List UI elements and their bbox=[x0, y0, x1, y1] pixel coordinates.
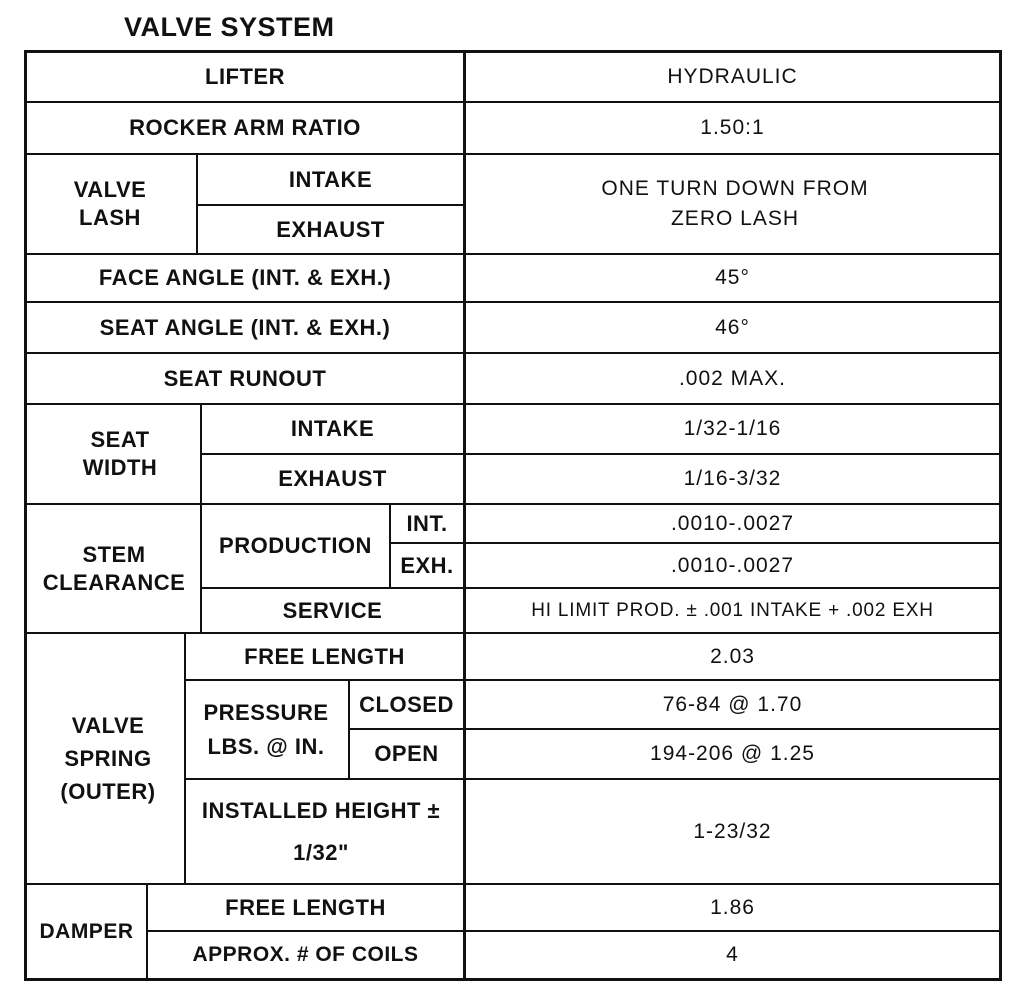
damper-label: DAMPER bbox=[39, 919, 134, 943]
valve-lash-label: VALVE LASH bbox=[73, 177, 147, 230]
stem-service-value: HI LIMIT PROD. ± .001 INTAKE + .002 EXH bbox=[531, 599, 934, 621]
spring-open-value: 194-206 @ 1.25 bbox=[650, 742, 815, 765]
spring-installed-height-label: INSTALLED HEIGHT ± 1/32" bbox=[201, 797, 441, 865]
stem-clearance-label: STEM CLEARANCE bbox=[42, 541, 186, 595]
valve-lash-intake-label: INTAKE bbox=[288, 166, 373, 192]
lifter-label: LIFTER bbox=[205, 64, 285, 89]
seat-runout-label: SEAT RUNOUT bbox=[163, 365, 327, 391]
spring-closed-value: 76-84 @ 1.70 bbox=[662, 692, 803, 716]
table-border-left bbox=[24, 50, 27, 981]
valve-lash-exhaust-label: EXHAUST bbox=[276, 216, 385, 242]
table-border-bottom bbox=[24, 978, 1002, 981]
spring-closed-label: CLOSED bbox=[359, 691, 454, 717]
lifter-value: HYDRAULIC bbox=[667, 65, 798, 88]
stem-exh-value: .0010-.0027 bbox=[670, 553, 795, 577]
face-angle-value: 45° bbox=[715, 266, 750, 289]
damper-coils-value: 4 bbox=[726, 943, 739, 966]
damper-free-length-value: 1.86 bbox=[710, 895, 755, 919]
seat-width-label: SEAT WIDTH bbox=[82, 427, 158, 480]
face-angle-label: FACE ANGLE (INT. & EXH.) bbox=[98, 265, 392, 290]
seat-width-intake-label: INTAKE bbox=[290, 416, 375, 441]
valve-lash-value: ONE TURN DOWN FROM ZERO LASH bbox=[601, 177, 869, 230]
spring-pressure-label: PRESSURE LBS. @ IN. bbox=[203, 699, 329, 759]
seat-angle-label: SEAT ANGLE (INT. & EXH.) bbox=[99, 314, 391, 340]
seat-runout-value: .002 MAX. bbox=[678, 366, 787, 390]
damper-free-length-label: FREE LENGTH bbox=[225, 894, 386, 920]
seat-angle-value: 46° bbox=[715, 315, 750, 339]
page-title: VALVE SYSTEM bbox=[124, 12, 335, 42]
stem-exh-label: EXH. bbox=[400, 552, 454, 578]
spring-open-label: OPEN bbox=[374, 741, 439, 766]
seat-width-intake-value: 1/32-1/16 bbox=[683, 417, 782, 440]
valve-spring-label: VALVE SPRING (OUTER) bbox=[60, 713, 156, 804]
rocker-arm-ratio-value: 1.50:1 bbox=[700, 116, 765, 139]
seat-width-exhaust-label: EXHAUST bbox=[278, 466, 387, 491]
stem-service-label: SERVICE bbox=[282, 597, 383, 623]
seat-width-exhaust-value: 1/16-3/32 bbox=[683, 467, 782, 490]
spring-free-length-label: FREE LENGTH bbox=[244, 643, 405, 669]
table-border-right bbox=[999, 50, 1002, 981]
rocker-arm-ratio-label: ROCKER ARM RATIO bbox=[129, 115, 361, 140]
stem-production-label: PRODUCTION bbox=[219, 533, 372, 558]
stem-int-value: .0010-.0027 bbox=[670, 511, 795, 535]
spring-installed-height-value: 1-23/32 bbox=[693, 819, 772, 843]
spring-free-length-value: 2.03 bbox=[710, 644, 755, 668]
stem-int-label: INT. bbox=[406, 510, 448, 536]
damper-coils-label: APPROX. # OF COILS bbox=[192, 943, 419, 966]
